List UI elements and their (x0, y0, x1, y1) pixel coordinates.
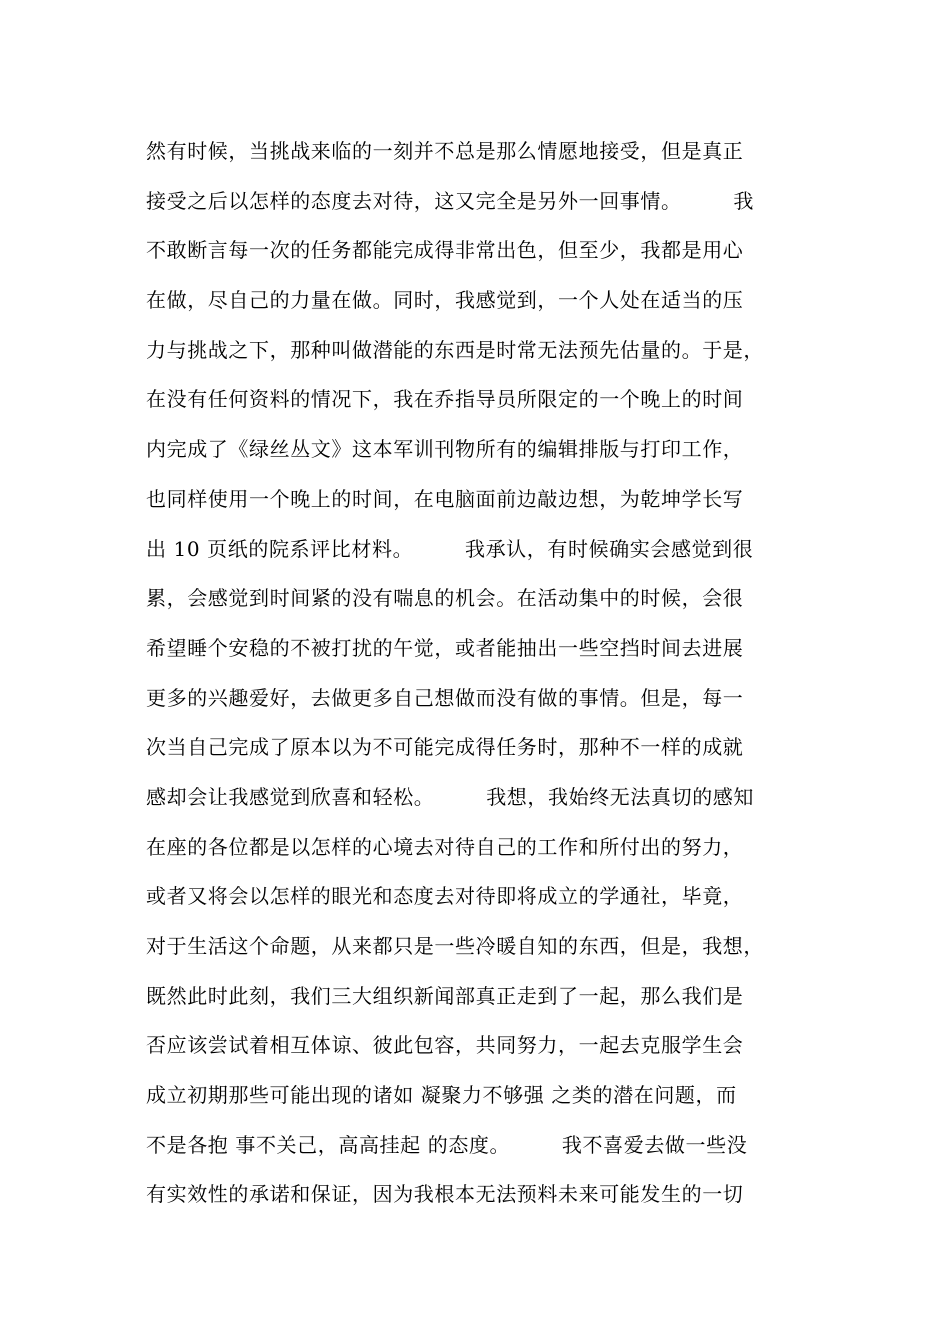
text-line: 也同样使用一个晚上的时间，在电脑面前边敲边想，为乾坤学长写 (146, 486, 744, 511)
text-line: 内完成了《绿丝丛文》这本军训刊物所有的编辑排版与打印工作， (146, 437, 744, 462)
text-line: 在做，尽自己的力量在做。同时，我感觉到，一个人处在适当的压 (146, 288, 744, 313)
text-line: 更多的兴趣爱好，去做更多自己想做而没有做的事情。但是，每一 (146, 685, 744, 710)
text-line: 不敢断言每一次的任务都能完成得非常出色，但至少，我都是用心 (146, 238, 744, 263)
text-line: 否应该尝试着相互体谅、彼此包容，共同努力，一起去克服学生会 (146, 1033, 744, 1058)
text-line: 出 10 页纸的院系评比材料。 我承认，有时候确实会感觉到很 (146, 536, 754, 561)
text-line: 然有时候，当挑战来临的一刻并不总是那么情愿地接受，但是真正 (146, 139, 744, 163)
text-line: 有实效性的承诺和保证，因为我根本无法预料未来可能发生的一切 (146, 1182, 744, 1207)
text-line: 成立初期那些可能出现的诸如 凝聚力不够强 之类的潜在问题，而 (146, 1083, 737, 1108)
text-line: 在座的各位都是以怎样的心境去对待自己的工作和所付出的努力， (146, 834, 744, 859)
text-line: 次当自己完成了原本以为不可能完成得任务时，那种不一样的成就 (146, 735, 744, 760)
text-line: 对于生活这个命题，从来都只是一些冷暖自知的东西，但是，我想， (146, 934, 764, 958)
text-line: 既然此时此刻，我们三大组织新闻部真正走到了一起，那么我们是 (146, 983, 744, 1008)
text-line: 希望睡个安稳的不被打扰的午觉，或者能抽出一些空挡时间去进展 (146, 635, 744, 660)
text-line: 累，会感觉到时间紧的没有喘息的机会。在活动集中的时候，会很 (146, 586, 744, 611)
text-line: 不是各抱 事不关己，高高挂起 的态度。 我不喜爱去做一些没 (146, 1132, 748, 1157)
text-line: 在没有任何资料的情况下，我在乔指导员所限定的一个晚上的时间 (146, 387, 744, 412)
text-line: 力与挑战之下，那种叫做潜能的东西是时常无法预先估量的。于是， (146, 337, 764, 362)
text-line: 感却会让我感觉到欣喜和轻松。 我想，我始终无法真切的感知 (146, 784, 754, 809)
body-text (146, 131, 836, 1224)
text-line: 或者又将会以怎样的眼光和态度去对待即将成立的学通社，毕竟， (146, 884, 744, 909)
text-line: 接受之后以怎样的态度去对待，这又完全是另外一回事情。 我 (146, 188, 754, 213)
